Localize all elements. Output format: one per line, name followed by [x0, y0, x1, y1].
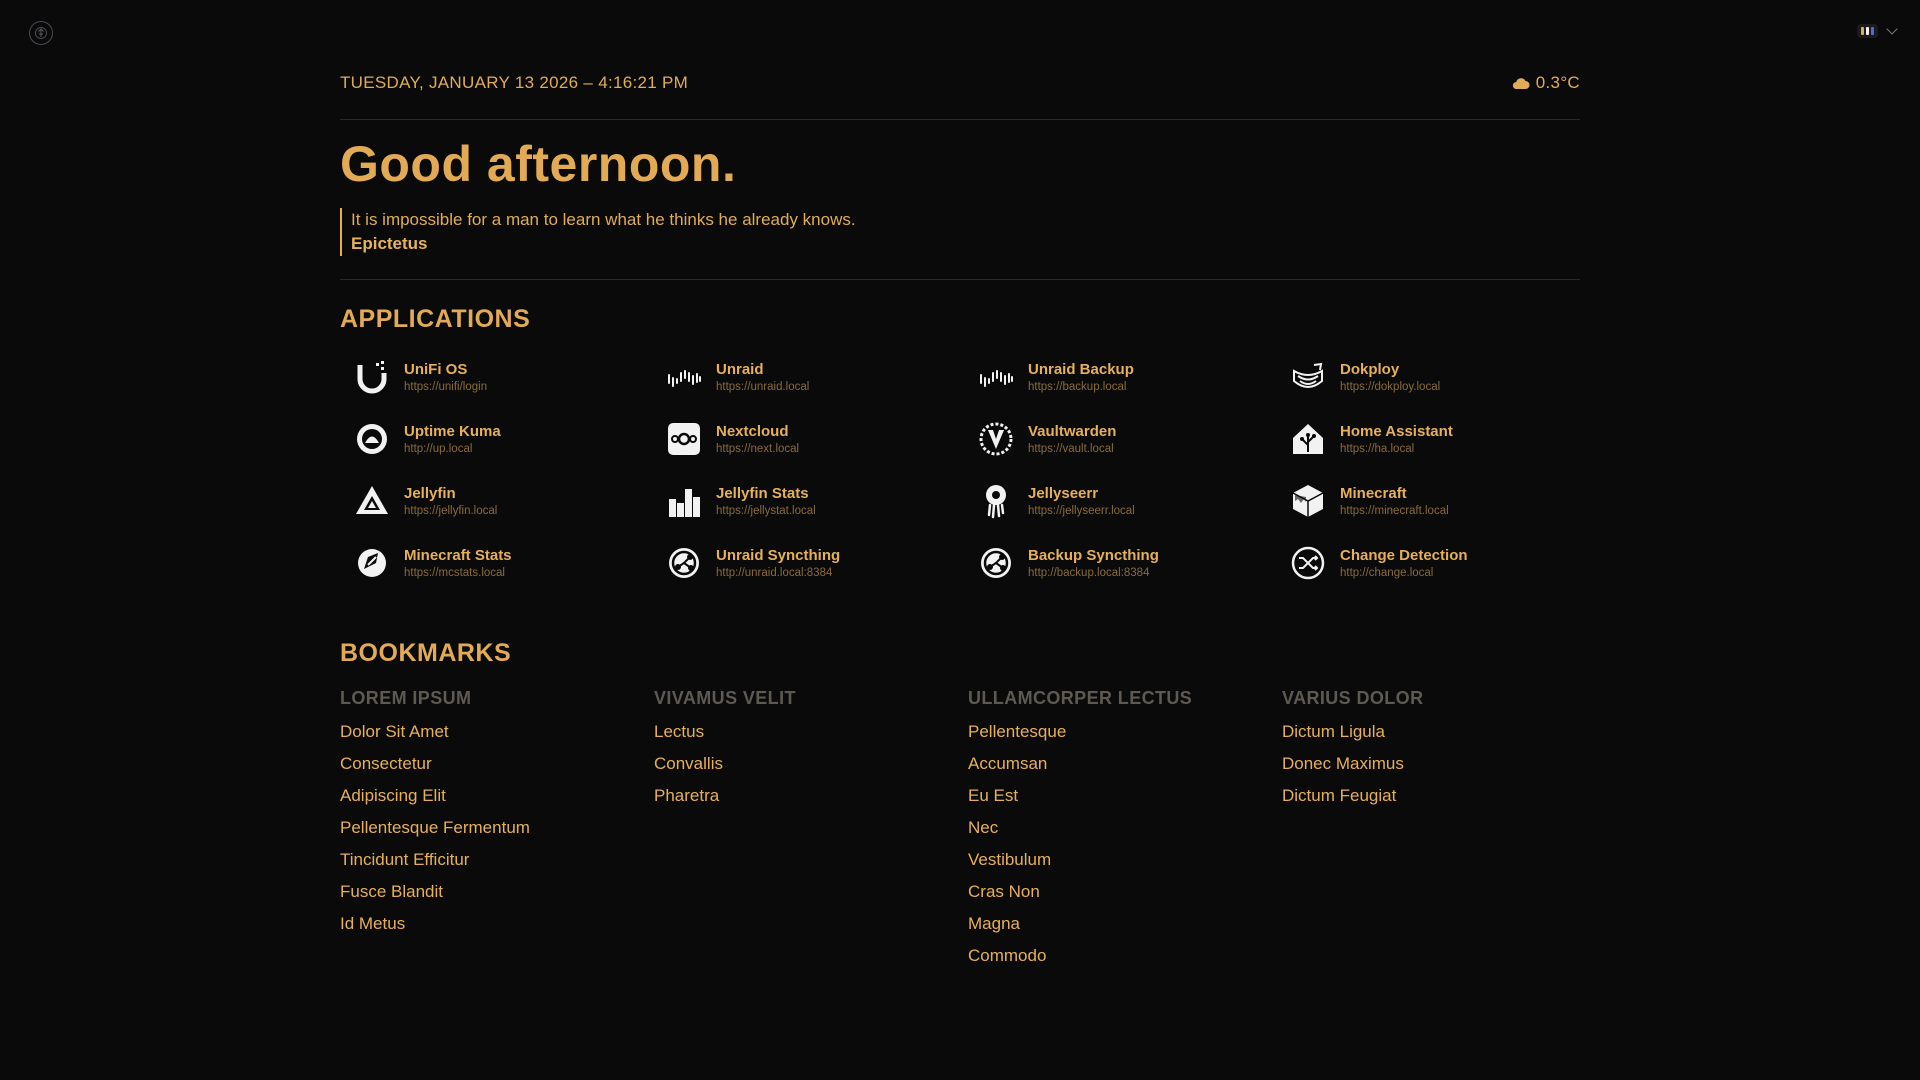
app-text: [404, 547, 512, 579]
bookmark-link[interactable]: Id Metus: [340, 914, 406, 933]
quote-text: It is impossible for a man to learn what he thinks he already knows.: [351, 210, 856, 229]
app-text: [1340, 423, 1453, 455]
bookmark-link[interactable]: Consectetur: [340, 754, 432, 773]
applications-title: APPLICATIONS: [340, 305, 531, 333]
bookmark-category: LOREM IPSUM: [340, 688, 472, 708]
app-name: Unraid Backup: [1028, 361, 1134, 378]
bookmark-link[interactable]: Vestibulum: [968, 850, 1052, 869]
app-link-unraid-backup[interactable]: [964, 352, 1264, 402]
app-text: [1028, 485, 1135, 517]
app-url: http://up.local: [404, 443, 473, 455]
app-name: Nextcloud: [716, 423, 789, 440]
app-text: [404, 361, 487, 393]
app-url: http://backup.local:8384: [1028, 567, 1150, 579]
bookmark-link[interactable]: Pellentesque: [968, 722, 1067, 741]
app-text: [716, 361, 809, 393]
temperature: 0.3°C: [1535, 73, 1580, 92]
bookmark-category: VIVAMUS VELIT: [654, 688, 796, 708]
bookmark-link[interactable]: Magna: [968, 914, 1020, 933]
bookmark-link[interactable]: Pharetra: [654, 786, 720, 805]
bookmark-link[interactable]: Eu Est: [968, 786, 1019, 805]
dokploy-icon: [1290, 359, 1326, 395]
app-url: https://next.local: [716, 443, 800, 455]
nextcloud-icon: [666, 421, 702, 457]
app-text: [1028, 361, 1134, 393]
bookmark-link[interactable]: Nec: [968, 818, 999, 837]
jellyfin-icon: [354, 483, 390, 519]
bookmark-category: ULLAMCORPER LECTUS: [968, 688, 1193, 708]
date-time: TUESDAY, JANUARY 13 2026 – 4:16:21 PM: [340, 73, 689, 92]
header-row: [340, 73, 1580, 93]
bar-chart-icon: [666, 483, 702, 519]
app-link-unraid-syncthing[interactable]: [652, 538, 952, 588]
app-url: https://backup.local: [1028, 381, 1127, 393]
app-text: [716, 423, 799, 455]
bookmark-link[interactable]: Accumsan: [968, 754, 1048, 773]
app-url: https://unraid.local: [716, 381, 810, 393]
vaultwarden-icon: [978, 421, 1014, 457]
app-text: [1340, 361, 1440, 393]
bookmark-group: [654, 688, 954, 817]
bookmark-link[interactable]: Fusce Blandit: [340, 882, 443, 901]
app-name: Jellyseerr: [1028, 485, 1099, 502]
app-url: http://change.local: [1340, 567, 1434, 579]
bookmark-link[interactable]: Convallis: [654, 754, 723, 773]
divider: [340, 279, 1580, 280]
bookmark-link[interactable]: Adipiscing Elit: [340, 786, 446, 805]
bookmark-group: [1282, 688, 1582, 817]
app-link-minecraft-stats[interactable]: [340, 538, 640, 588]
bookmark-link[interactable]: Tincidunt Efficitur: [340, 850, 470, 869]
app-text: [1028, 547, 1159, 579]
theme-swatch: [1857, 24, 1878, 38]
home-assistant-icon: [1290, 421, 1326, 457]
theme-switcher[interactable]: [1857, 24, 1896, 38]
minecraft-icon: [1290, 483, 1326, 519]
bookmark-link[interactable]: Dictum Feugiat: [1282, 786, 1397, 805]
app-text: [716, 485, 816, 517]
app-name: Jellyfin: [404, 485, 456, 502]
app-link-vaultwarden[interactable]: [964, 414, 1264, 464]
app-text: [404, 423, 501, 455]
app-link-uptime-kuma[interactable]: [340, 414, 640, 464]
app-name: Minecraft Stats: [404, 547, 512, 564]
app-url: https://ha.local: [1340, 443, 1415, 455]
app-name: Vaultwarden: [1028, 423, 1117, 440]
app-text: [1340, 485, 1449, 517]
app-name: Backup Syncthing: [1028, 547, 1159, 564]
syncthing-icon: [666, 545, 702, 581]
unifi-icon: [354, 359, 390, 395]
uptime-kuma-icon: [354, 421, 390, 457]
bookmark-link[interactable]: Cras Non: [968, 882, 1040, 901]
app-url: https://dokploy.local: [1340, 381, 1441, 393]
bookmark-link[interactable]: Commodo: [968, 946, 1047, 965]
app-link-home-assistant[interactable]: [1276, 414, 1576, 464]
app-url: https://minecraft.local: [1340, 505, 1449, 517]
unraid-icon: [978, 359, 1014, 395]
app-name: Uptime Kuma: [404, 423, 501, 440]
app-link-minecraft[interactable]: [1276, 476, 1576, 526]
app-name: Unraid Syncthing: [716, 547, 841, 564]
app-name: Minecraft: [1340, 485, 1407, 502]
app-link-backup-syncthing[interactable]: [964, 538, 1264, 588]
app-link-dokploy[interactable]: [1276, 352, 1576, 402]
greeting: Good afternoon.: [340, 136, 737, 192]
app-name: Change Detection: [1340, 547, 1468, 564]
bookmark-link[interactable]: Lectus: [654, 722, 705, 741]
app-link-nextcloud[interactable]: [652, 414, 952, 464]
app-url: https://vault.local: [1028, 443, 1114, 455]
app-name: Unraid: [716, 361, 764, 378]
app-url: https://jellyseerr.local: [1028, 505, 1135, 517]
jellyseerr-icon: [978, 483, 1014, 519]
app-url: https://jellystat.local: [716, 505, 816, 517]
app-name: Dokploy: [1340, 361, 1400, 378]
minecraft-stats-icon: [354, 545, 390, 581]
bookmark-category: VARIUS DOLOR: [1282, 688, 1424, 708]
bookmark-link[interactable]: Donec Maximus: [1282, 754, 1404, 773]
app-link-unraid[interactable]: [652, 352, 952, 402]
app-text: [716, 547, 840, 579]
app-link-unifi-os[interactable]: [340, 352, 640, 402]
app-link-jellyfin-stats[interactable]: [652, 476, 952, 526]
app-name: Home Assistant: [1340, 423, 1453, 440]
divider: [340, 119, 1580, 120]
app-name: Jellyfin Stats: [716, 485, 809, 502]
unraid-icon: [666, 359, 702, 395]
app-name: UniFi OS: [404, 361, 468, 378]
app-text: [1028, 423, 1116, 455]
app-url: https://mcstats.local: [404, 567, 505, 579]
change-detection-icon: [1290, 545, 1326, 581]
app-logo-icon[interactable]: [29, 21, 53, 45]
bookmark-group: [968, 688, 1268, 977]
bookmark-link[interactable]: Dictum Ligula: [1282, 722, 1385, 741]
app-url: https://unifi/login: [404, 381, 488, 393]
bookmark-group: [340, 688, 640, 945]
chevron-down-icon[interactable]: [1886, 23, 1897, 34]
bookmark-link[interactable]: Pellentesque Fermentum: [340, 818, 530, 837]
app-text: [404, 485, 497, 517]
app-link-change-detection[interactable]: [1276, 538, 1576, 588]
app-link-jellyfin[interactable]: [340, 476, 640, 526]
app-url: http://unraid.local:8384: [716, 567, 833, 579]
app-text: [1340, 547, 1468, 579]
bookmark-link[interactable]: Dolor Sit Amet: [340, 722, 449, 741]
app-url: https://jellyfin.local: [404, 505, 498, 517]
bookmarks-title: BOOKMARKS: [340, 639, 512, 667]
quote-block: [340, 208, 856, 256]
cloud-icon: [1512, 76, 1530, 90]
quote-author: Epictetus: [351, 234, 428, 253]
syncthing-icon: [978, 545, 1014, 581]
weather-widget: [1512, 73, 1580, 93]
app-link-jellyseerr[interactable]: [964, 476, 1264, 526]
